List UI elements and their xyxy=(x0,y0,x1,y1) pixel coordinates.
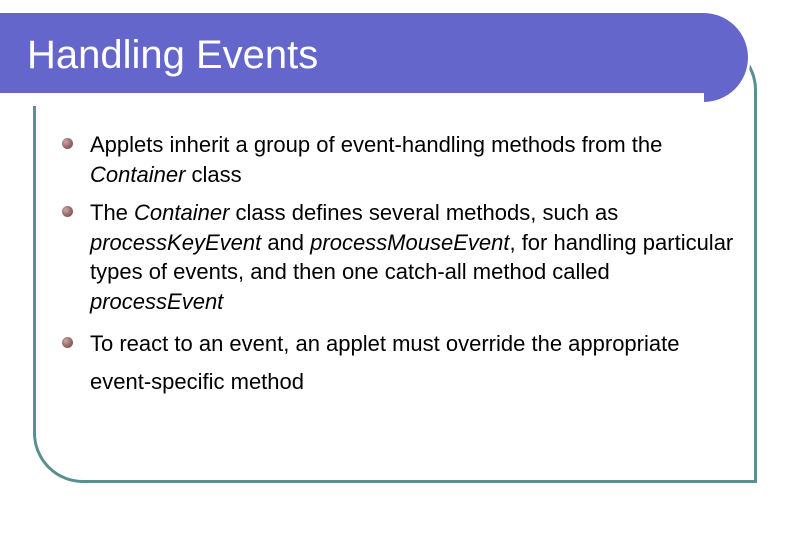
bullet-item xyxy=(60,198,740,316)
bullet-dot-icon xyxy=(62,337,73,348)
bullet-segment-italic: Container xyxy=(90,161,186,187)
bullet-dot-icon xyxy=(62,138,73,149)
bullet-segment-italic: Container xyxy=(134,200,230,225)
bullet-segment: To react to an event, an applet must override the appropriate event-specific method xyxy=(90,331,680,394)
bullet-segment: Applets inherit a group of event-handling methods from the xyxy=(90,132,663,157)
bullet-segment: , for handling particular types of events, and then one catch-all method called xyxy=(90,229,734,284)
title-underline xyxy=(0,93,704,102)
bullet-segment: class defines several methods, such as xyxy=(229,200,619,225)
bullet-segment: and xyxy=(261,229,311,255)
bullet-segment-italic: processKeyEvent xyxy=(90,229,262,255)
bullet-segment: class xyxy=(185,161,242,187)
bullet-item xyxy=(60,325,740,401)
bullet-segment-italic: processMouseEvent xyxy=(310,229,510,255)
bullet-dot-icon xyxy=(62,206,73,217)
bullet-item xyxy=(60,130,740,189)
bullet-segment: The xyxy=(90,200,135,225)
bullet-list xyxy=(60,130,740,401)
bullet-segment-italic: processEvent xyxy=(90,288,224,314)
slide-title: Handling Events xyxy=(27,33,319,77)
